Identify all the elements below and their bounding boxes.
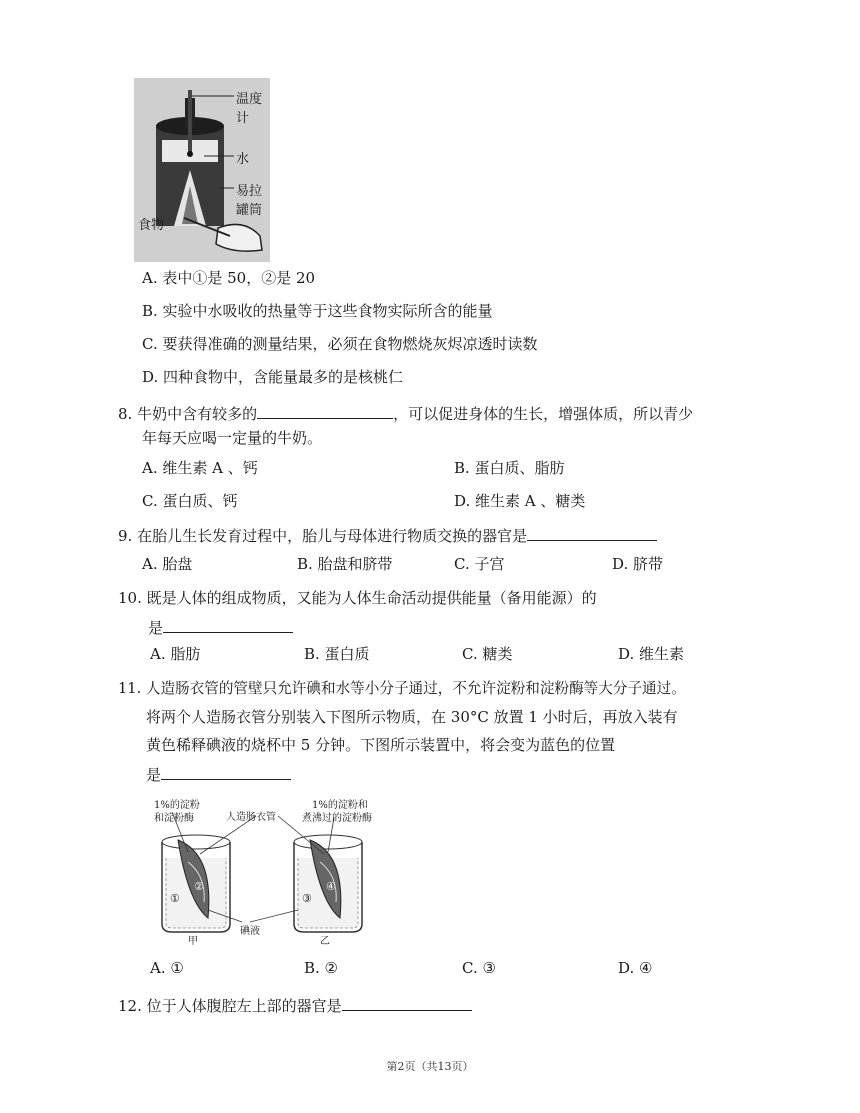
fig2-position-4: ④ <box>326 880 336 893</box>
calorimeter-figure <box>134 78 270 262</box>
q8-option-c: C. 蛋白质、钙 <box>142 492 238 510</box>
q7-option-b: B. 实验中水吸收的热量等于这些食物实际所含的能量 <box>142 302 493 320</box>
fig2-label-starch-2: 1%的淀粉和 <box>312 800 368 811</box>
q7-option-a: A. 表中①是 50，②是 20 <box>142 269 316 287</box>
fig2-position-1: ① <box>170 892 180 905</box>
fig2-label-iodine: 碘液 <box>240 926 260 937</box>
q11-stem-line-1: 11. 人造肠衣管的管壁只允许碘和水等小分子通过，不允许淀粉和淀粉酶等大分子通过。 <box>118 680 686 697</box>
q11-option-d: D. ④ <box>618 959 653 977</box>
q9-stem <box>118 524 657 546</box>
q11-stem-line-3: 黄色稀释碘液的烧杯中 5 分钟。下图所示装置中，将会变为蓝色的位置 <box>146 736 616 754</box>
q12-stem <box>118 994 472 1016</box>
q8-stem-end: ，可以促进身体的生长，增强体质，所以青少 <box>393 405 694 423</box>
fig2-label-jia: 甲 <box>188 936 198 947</box>
q11-option-b: B. ② <box>304 959 339 977</box>
q9-stem-text: 9. 在胎儿生长发育过程中，胎儿与母体进行物质交换的器官是 <box>118 527 528 545</box>
q10-option-a: A. 脂肪 <box>150 645 201 663</box>
q8-stem <box>118 402 693 424</box>
fig2-position-3: ③ <box>302 892 312 905</box>
q9-option-c: C. 子宫 <box>454 555 505 573</box>
answer-blank[interactable] <box>163 616 293 633</box>
page-footer: 第2页（共13页） <box>386 1060 474 1073</box>
q8-stem-start: 8. 牛奶中含有较多的 <box>118 405 258 423</box>
answer-blank[interactable] <box>161 763 291 780</box>
q8-option-b: B. 蛋白质、脂肪 <box>454 459 565 477</box>
q10-option-b: B. 蛋白质 <box>304 645 370 663</box>
q8-option-d: D. 维生素 A 、糖类 <box>454 492 586 510</box>
fig2-label-starch: 1%的淀粉 <box>154 800 200 811</box>
q11-option-a: A. ① <box>150 959 184 977</box>
q10-stem-end: 是 <box>148 619 164 637</box>
fig2-label-amylase: 和淀粉酶 <box>154 813 194 824</box>
q8-option-a: A. 维生素 A 、钙 <box>142 459 258 477</box>
q7-option-c: C. 要获得准确的测量结果，必须在食物燃烧灰烬凉透时读数 <box>142 335 538 353</box>
fig2-label-boiled-amylase: 煮沸过的淀粉酶 <box>302 813 372 824</box>
water-label: 水 <box>236 152 250 167</box>
q10-stem: 10. 既是人体的组成物质，又能为人体生命活动提供能量（备用能源）的 <box>118 589 597 607</box>
fig2-label-yi: 乙 <box>320 936 330 947</box>
fig2-position-2: ② <box>194 880 204 893</box>
q11-option-c: C. ③ <box>462 959 496 977</box>
answer-blank[interactable] <box>527 524 657 541</box>
q10-stem-continued <box>148 616 293 638</box>
q9-option-d: D. 脐带 <box>612 555 664 573</box>
q7-option-d: D. 四种食物中，含能量最多的是核桃仁 <box>142 368 404 386</box>
q10-option-d: D. 维生素 <box>618 645 685 663</box>
q9-option-b: B. 胎盘和脐带 <box>297 555 393 573</box>
thermometer-label: 温度计 <box>236 92 263 126</box>
answer-blank[interactable] <box>257 402 393 419</box>
food-label: 食物 <box>138 218 165 233</box>
q10-option-c: C. 糖类 <box>462 645 513 663</box>
q12-stem-text: 12. 位于人体腹腔左上部的器官是 <box>118 997 342 1015</box>
can-label: 易拉罐筒 <box>236 184 263 218</box>
q9-option-a: A. 胎盘 <box>142 555 193 573</box>
q11-stem-line-4 <box>146 763 291 785</box>
q11-stem-end: 是 <box>146 766 162 784</box>
fig2-label-tube: 人造肠衣管 <box>226 812 276 823</box>
q8-stem-continued: 年每天应喝一定量的牛奶。 <box>142 429 323 447</box>
beaker-figure <box>148 792 376 946</box>
q11-stem-line-2: 将两个人造肠衣管分别装入下图所示物质，在 30°C 放置 1 小时后，再放入装有 <box>146 708 678 726</box>
answer-blank[interactable] <box>342 994 472 1011</box>
